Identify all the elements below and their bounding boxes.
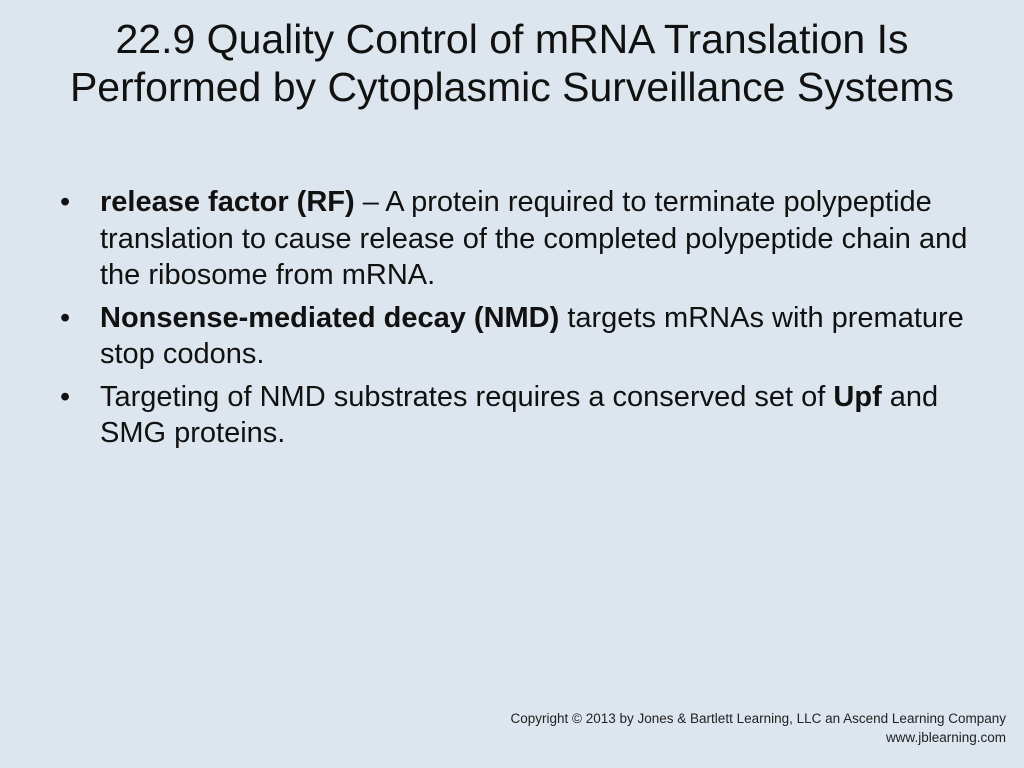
bullet-icon: • xyxy=(60,186,71,218)
copyright-notice: Copyright © 2013 by Jones & Bartlett Learning, LLC an Ascend Learning Company xyxy=(510,711,1006,726)
bullet-list xyxy=(60,184,970,458)
lead-nmd-targeting: Targeting of NMD substrates requires a conserved set of xyxy=(100,380,834,413)
bullet-item-nmd-targeting xyxy=(60,379,970,452)
definition-release-factor: – A protein required to terminate polypeptide translation to cause release of the completed polypeptide chain and the ribosome from mRNA. xyxy=(100,186,968,291)
description-nmd: targets mRNAs with premature stop codons. xyxy=(100,301,964,370)
term-nmd: Nonsense-mediated decay (NMD) xyxy=(100,301,560,334)
bullet-icon: • xyxy=(60,301,71,334)
bullet-item-nmd xyxy=(60,300,970,373)
term-upf: Upf xyxy=(833,380,882,413)
bullet-icon: • xyxy=(60,380,71,413)
footer xyxy=(511,709,1007,747)
term-release-factor: release factor (RF) xyxy=(100,186,355,218)
bullet-item-release-factor xyxy=(60,184,970,294)
slide-title: 22.9 Quality Control of mRNA Translation Is Performed by Cytoplasmic Surveillance Systems xyxy=(69,16,955,110)
tail-nmd-targeting: and SMG proteins. xyxy=(100,380,939,449)
website-link: www.jblearning.com xyxy=(885,730,1006,745)
